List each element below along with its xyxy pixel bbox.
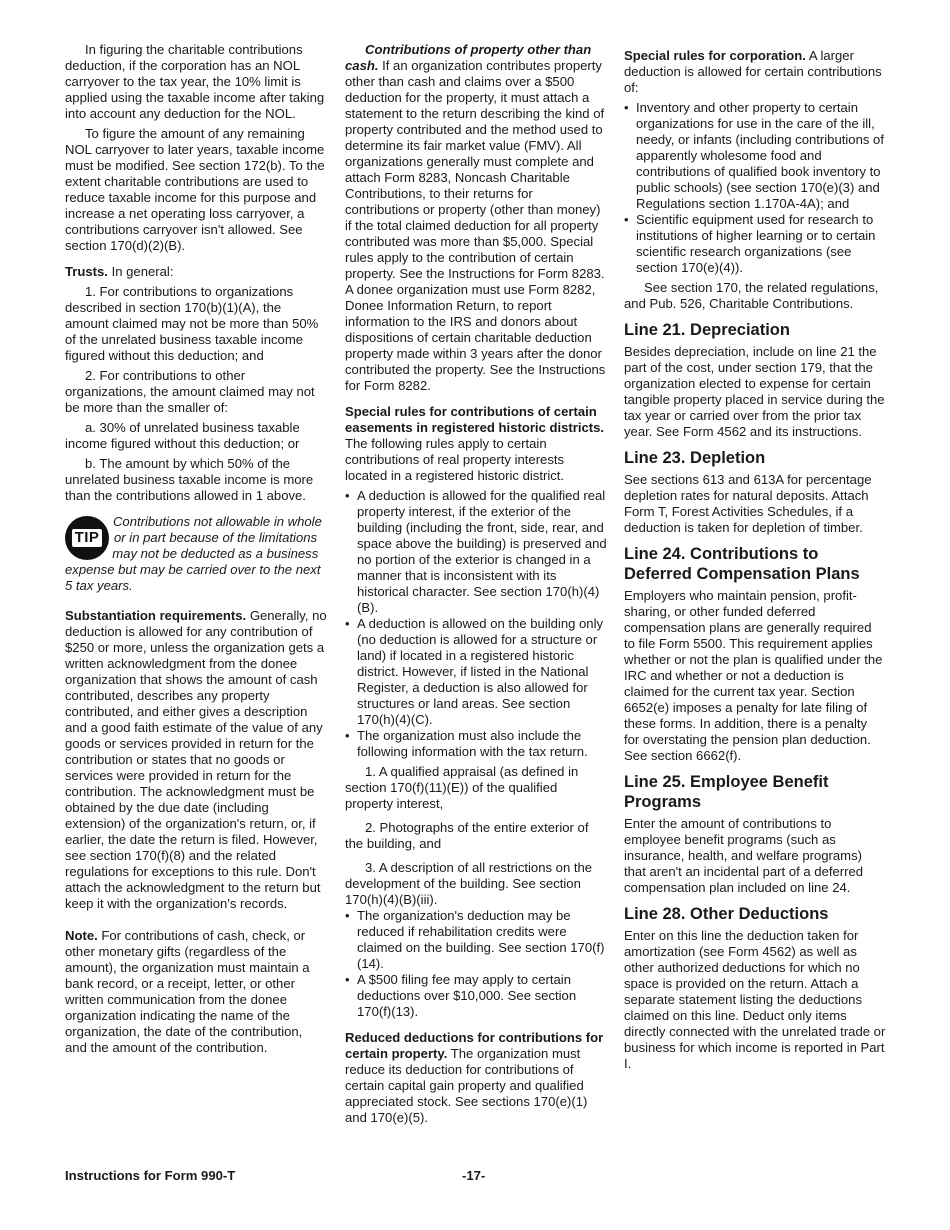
bullet-item: • A deduction is allowed on the building only (no deduction is allowed for a structure or land) if located in a registered historic district. However, if listed in the National Register, a deduction is also allowed for structures or land areas. See section 170(h)(4)(C). <box>345 616 604 727</box>
footer-page-number: -17- <box>462 1168 486 1183</box>
bullet-icon: • <box>624 100 629 115</box>
trusts-item-2: 2. For contributions to other organizations, the amount claimed may not be more than the smaller of: <box>65 368 315 415</box>
paragraph-line-21: Besides depreciation, include on line 21 the part of the cost, under section 179, that the organization elected to expense for certain tangible property placed in service during the tax year or carried over from the prior tax year. See Form 4562 and its instructions. <box>624 344 885 439</box>
paragraph-substantiation <box>65 608 327 912</box>
reduced-text: The organization must reduce its deduction for contributions of certain capital gain property and qualified appreciated stock. See sections 170(e)(1) and 170(e)(5). <box>345 1046 588 1125</box>
paragraph-easements <box>345 404 607 484</box>
tip-box <box>65 514 327 594</box>
heading-line-24: Line 24. Contributions to Deferred Compensation Plans <box>624 545 860 583</box>
paragraph-line-23: See sections 613 and 613A for percentage depletion rates for natural deposits. Attach Form T, Forest Activities Schedules, if a deduction is taken for depletion of timber. <box>624 472 872 535</box>
trusts-text: In general: <box>111 264 174 279</box>
substantiation-label: Substantiation requirements. <box>65 608 247 623</box>
paragraph-line-24: Employers who maintain pension, profit-sharing, or other funded deferred compensation plans are generally required to file Form 5500. This requirement applies whether or not the plan is qualified under the IRC and whether or not a deduction is claimed for the current tax year. Section 6652(e) imposes a penalty for late filing of these forms. In addition, there is a penalty for overstating the pension plan deduction. See section 6662(f). <box>624 588 883 763</box>
easements-label: Special rules for contributions of certain easements in registered historic districts. <box>345 404 605 435</box>
bullet-item: • A deduction is allowed for the qualified real property interest, if the exterior of the building (including the front, side, rear, and space above the building) is preserved and no portion of the exterior is changed in a manner that is inconsistent with its historical character. See section 170(h)(4)(B). <box>345 488 607 615</box>
bullet-item: • The organization's deduction may be reduced if rehabilitation credits were claimed on the building. See section 170(f)(14). <box>345 908 605 971</box>
trusts-item-a: a. 30% of unrelated business taxable income figured without this deduction; or <box>65 420 300 451</box>
bullet-icon: • <box>345 728 350 743</box>
note-label: Note. <box>65 928 98 943</box>
bullet-icon: • <box>624 212 629 227</box>
paragraph-line-25: Enter the amount of contributions to employee benefit programs (such as insurance, health, and welfare programs) that aren't an incidental part of a deferred compensation plan included on line 24. <box>624 816 864 895</box>
paragraph-property <box>345 42 607 394</box>
bullet-icon: • <box>345 616 350 631</box>
corporation-text: A larger deduction is allowed for certain contributions of: <box>624 48 882 95</box>
property-label: Contributions of property other than cash. <box>345 42 592 73</box>
heading-line-25: Line 25. Employee Benefit Programs <box>624 773 829 811</box>
column-3 <box>624 48 886 1076</box>
footer-form-name: Instructions for Form 990-T <box>65 1168 236 1183</box>
trusts-item-1: 1. For contributions to organizations described in section 170(b)(1)(A), the amount claimed may not be more than 50% of the unrelated business taxable income figured without this deduction; and <box>65 284 319 363</box>
bullet-item: • Inventory and other property to certain organizations for use in the care of the ill, needy, or infants (including contributions of apparently wholesome food and contributions of qualified book inventory to public schools) (see section 170(e)(3) and Regulations section 1.170A-4A); and <box>624 100 884 211</box>
heading-line-28: Line 28. Other Deductions <box>624 905 829 923</box>
corporation-label: Special rules for corporation. <box>624 48 806 63</box>
paragraph-trusts <box>65 264 327 280</box>
paragraph-nol-carryover: To figure the amount of any remaining NOL carryover to later years, taxable income must be modified. See section 172(b). To the extent charitable contributions are used to reduce taxable income for this purpose and increase a net operating loss carryover, a contributions carryover isn't allowed. See section 170(d)(2)(B). <box>65 126 325 253</box>
paragraph-corporation <box>624 48 886 96</box>
trusts-item-b: b. The amount by which 50% of the unrelated business taxable income is more than the contributions allowed in 1 above. <box>65 456 314 503</box>
trusts-label: Trusts. <box>65 264 108 279</box>
substantiation-text: Generally, no deduction is allowed for any contribution of $250 or more, unless the organization gets a written acknowledgment from the donee organization that shows the amount of cash contributed, describes any property contributed, and either gives a description and a good faith estimate of the value of any goods or services provided in return for the contribution or states that no goods or services were provided in return for the contribution. The acknowledgment must be obtained by the due date (including extension) of the organization's return, or, if earlier, the date the return is filed. However, see section 170(f)(8) and the related regulations for exceptions to this rule. Don't attach the acknowledgment to the return but keep it with the organization's records. <box>65 608 327 911</box>
heading-line-21: Line 21. Depreciation <box>624 321 790 339</box>
paragraph-see-section: See section 170, the related regulations, and Pub. 526, Charitable Contributions. <box>624 280 879 311</box>
paragraph-reduced <box>345 1030 607 1126</box>
bullet-icon: • <box>345 972 350 987</box>
bullet-item: • The organization must also include the following information with the tax return. <box>345 728 588 759</box>
tip-icon: TIP <box>65 516 109 560</box>
numbered-item-3: 3. A description of all restrictions on the development of the building. See section 170(h)(4)(B)(iii). <box>345 860 593 907</box>
column-2 <box>345 42 607 1130</box>
bullet-icon: • <box>345 488 350 503</box>
heading-line-23: Line 23. Depletion <box>624 449 766 467</box>
numbered-item-2: 2. Photographs of the entire exterior of the building, and <box>345 820 589 851</box>
bullet-item: • Scientific equipment used for research to institutions of higher learning or to certain scientific research organizations (see section 170(e)(4)). <box>624 212 876 275</box>
bullet-item: • A $500 filing fee may apply to certain deductions over $10,000. See section 170(f)(13). <box>345 972 577 1019</box>
column-1 <box>65 42 327 1060</box>
paragraph-nol-limit: In figuring the charitable contributions deduction, if the corporation has an NOL carryover to the tax year, the 10% limit is applied using the taxable income after taking into account any deduction for the NOL. <box>65 42 325 121</box>
bullet-icon: • <box>345 908 350 923</box>
tip-text: Contributions not allowable in whole or in part because of the limitations may not be deducted as a business expense but may be carried over to the next 5 tax years. <box>65 514 322 593</box>
property-text: If an organization contributes property other than cash and claims over a $500 deduction for the property, it must attach a statement to the return describing the kind of property contributed and the method used to determine its fair market value (FMV). All organizations generally must complete and attach Form 8283, Noncash Charitable Contributions, to their returns for contributions or property (other than money) if the total claimed deduction for all property contributed was more than $5,000. Special rules apply to the contribution of certain property. See the Instructions for Form 8283. A donee organization must use Form 8282, Donee Information Return, to report information to the IRS and donors about dispositions of certain charitable deduction property made within 3 years after the donor contributed the property. See the Instructions for Form 8282. <box>345 58 606 393</box>
easements-text: The following rules apply to certain contributions of real property interests located in a registered historic district. <box>345 436 565 483</box>
paragraph-note <box>65 928 327 1056</box>
paragraph-line-28: Enter on this line the deduction taken for amortization (see Form 4562) as well as other authorized deductions for which no space is provided on the return. Attach a separate statement listing the deductions claimed on this line. Deduct only items directly connected with the unrelated trade or business for which income is reported in Part I. <box>624 928 886 1071</box>
note-text: For contributions of cash, check, or other monetary gifts (regardless of the amount), the organization must maintain a bank record, or a receipt, letter, or other written communication from the donee organization indicating the name of the organization, the date of the contribution, and the amount of the contribution. <box>65 928 310 1055</box>
reduced-label: Reduced deductions for contributions for certain property. <box>345 1030 604 1061</box>
numbered-item-1: 1. A qualified appraisal (as defined in section 170(f)(11)(E)) of the qualified property interest, <box>345 764 579 811</box>
